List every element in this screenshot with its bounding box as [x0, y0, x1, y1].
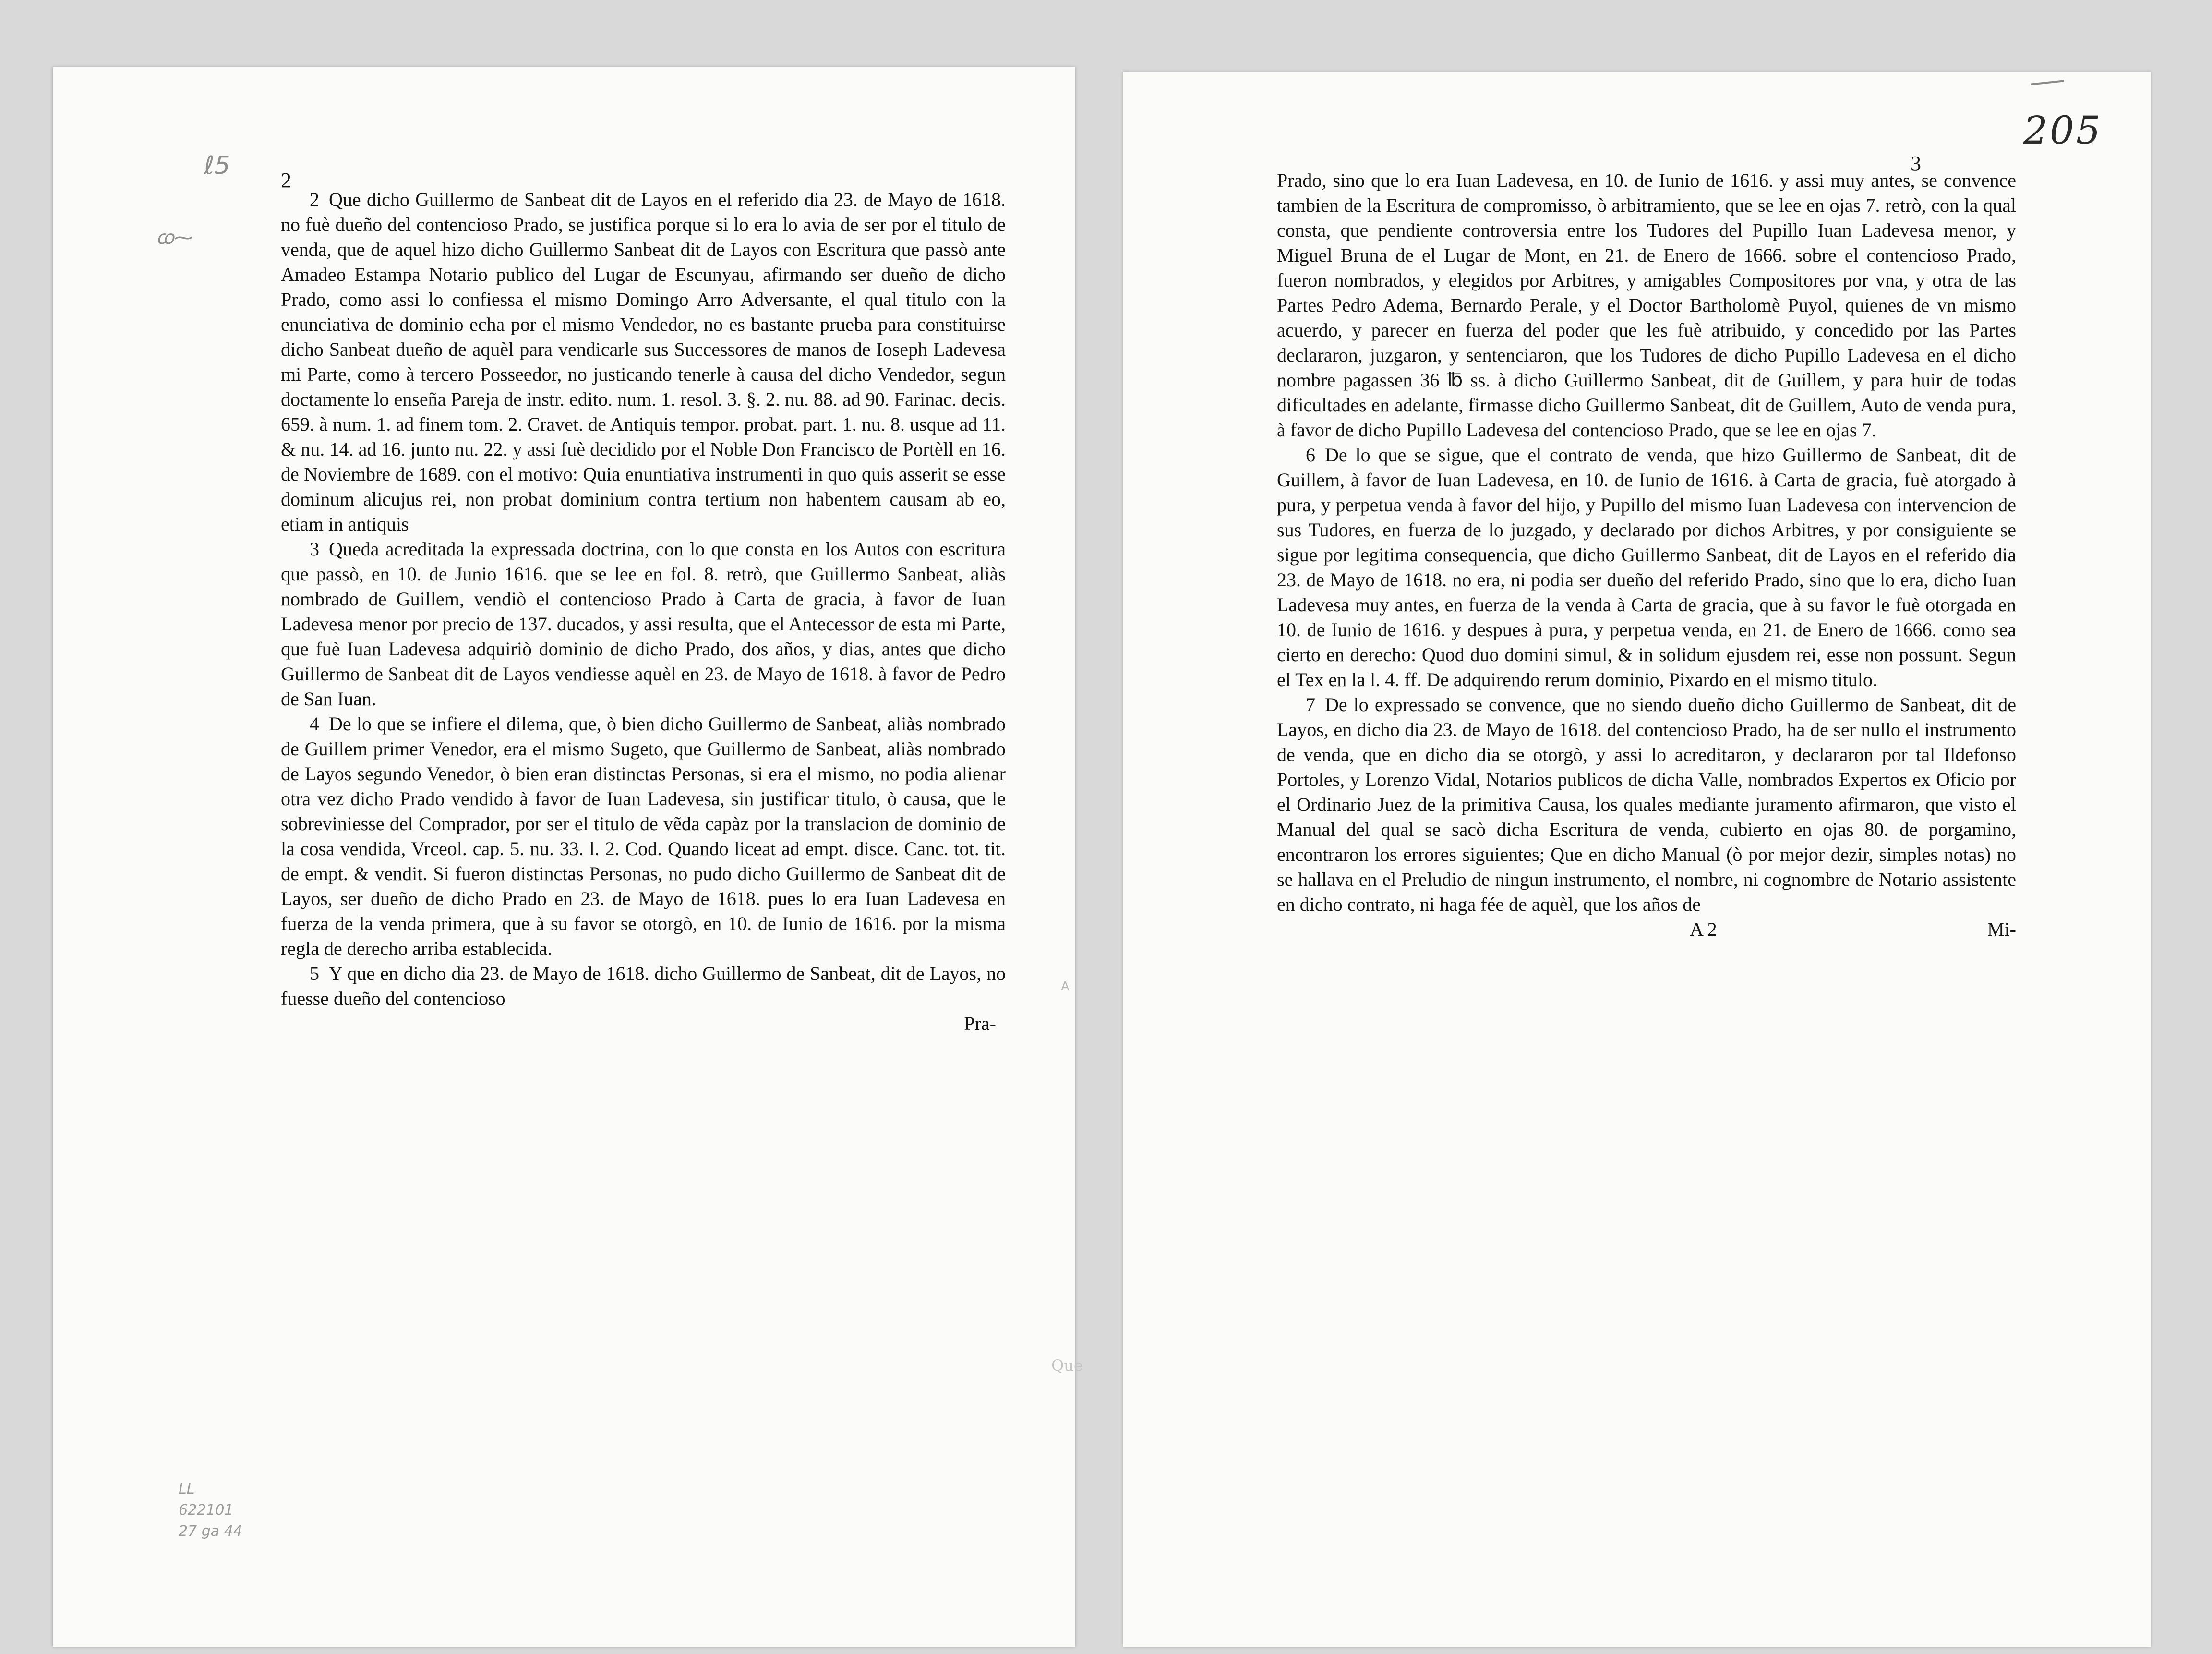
paragraph-2	[281, 187, 1006, 537]
shelfmark-line: LL	[179, 1481, 195, 1497]
corner-scribble: ꭃ⁓	[156, 227, 193, 249]
paragraph-text: De lo que se infiere el dilema, que, ò bien dicho Guillermo de Sanbeat, aliàs nombrado de Guillem primer Venedor, era el mismo Sugeto, que Guillermo de Sanbeat, aliàs nombrado de Layos segundo Venedor, ò bien eran distinctas Personas, si era el mismo, no podia alienar otra vez dicho Prado vendido à favor de Iuan Ladevesa, sin justificar titulo, ò causa, que le sobreviniesse del Comprador, por ser el titulo de vẽda capàz por la translacion de dominio de la cosa vendida, Vrceol. cap. 5. nu. 33. l. 2. Cod. Quando liceat ad empt. disce. Canc. tot. tit. de empt. & vendit. Si fueron distinctas Personas, no pudo dicho Guillermo de Sanbeat dit de Layos, ser dueño de dicho Prado en 23. de Mayo de 1618. pues lo era Iuan Ladevesa en fuerza de la venda primera, que à su favor se otorgò, en 10. de Iunio de 1616. por la misma regla de derecho arriba establecida.	[281, 713, 1006, 959]
left-catchword: Pra-	[964, 1013, 996, 1034]
paragraph-3	[281, 537, 1006, 712]
paragraph-text: Y que en dicho dia 23. de Mayo de 1618. dicho Guillermo de Sanbeat, dit de Layos, no fuesse dueño del contencioso	[281, 963, 1006, 1009]
paragraph-number: 5	[310, 963, 319, 984]
center-mark: A	[1061, 979, 1070, 994]
paragraph-number: 3	[310, 538, 319, 560]
right-text-column	[1277, 168, 2016, 942]
right-page-footer	[1277, 917, 2016, 942]
shelfmark-line: 622101	[179, 1502, 234, 1519]
paragraph-text: De lo que se sigue, que el contrato de venda, que hizo Guillermo de Sanbeat, dit de Guillem, à favor de Iuan Ladevesa, en 10. de Iunio de 1616. à Carta de gracia, fuè atorgado à pura, y perpetua venda à favor del hijo, y Pupillo del mismo Iuan Ladevesa con intervencion de sus Tudores, en fuerza de lo juzgado, y declarado por dichos Arbitres, y por consiguiente se sigue por legitima consequencia, que dicho Guillermo Sanbeat, dit de Layos en el referido dia 23. de Mayo de 1618. no era, ni podia ser dueño del referido Prado, sino que lo era, dicho Iuan Ladevesa muy antes, en fuerza de la venda à Carta de gracia, que à su favor le fuè otorgada en 10. de Iunio de 1616. y despues à pura, y perpetua venda, en 21. de Enero de 1666. como sea cierto en derecho: Quod duo domini simul, & in solidum ejusdem rei, esse non possunt. Segun el Tex en la l. 4. ff. De adquirendo rerum dominio, Pixardo en el mismo titulo.	[1277, 444, 2016, 690]
paragraph-6	[1277, 443, 2016, 692]
paragraph-number: 7	[1306, 694, 1315, 715]
shelfmark-line: 27 ga 44	[179, 1523, 242, 1540]
bleed-through-text: Que	[1051, 1356, 1083, 1375]
paragraph-text: Queda acreditada la expressada doctrina, con lo que consta en los Autos con escritura que passò, en 10. de Junio 1616. que se lee en fol. 8. retrò, que Guillermo Sanbeat, aliàs nombrado de Guillem, vendiò el contencioso Prado à Carta de gracia, à favor de Iuan Ladevesa menor por precio de 137. ducados, y assi resulta, que el Antecessor de esta mi Parte, que fuè Iuan Ladevesa adquiriò dominio de dicho Prado, dos años, y dias, antes que dicho Guillermo de Sanbeat dit de Layos vendiesse aquèl en 23. de Mayo de 1618. à favor de Pedro de San Iuan.	[281, 538, 1006, 710]
folio-number: 205	[2023, 108, 2103, 153]
paragraph-number: 6	[1306, 444, 1315, 466]
paragraph-text: De lo expressado se convence, que no siendo dueño dicho Guillermo de Sanbeat, dit de Layos, en dicho dia 23. de Mayo de 1618. del contencioso Prado, ha de ser nullo el instrumento de venda, que en dicho dia se otorgò, y assi lo acreditaron, y declararon por tal Ildefonso Portoles, y Lorenzo Vidal, Notarios publicos de dicha Valle, nombrados Expertos ex Oficio por el Ordinario Juez de la primitiva Causa, los quales mediante juramento afirmaron, que visto el Manual del qual se sacò dicha Escritura de venda, cubierto en ojas 80. de porgamino, encontraron los errores siguientes; Que en dicho Manual (ò por mejor dezir, simples notas) no se hallava en el Preludio de ningun instrumento, el nombre, ni cognombre de Notario assistente en dicho contrato, ni haga fée de aquèl, que los años de	[1277, 694, 2016, 915]
paragraph-5	[281, 961, 1006, 1011]
paragraph-4	[281, 712, 1006, 961]
signature-mark: A 2	[1690, 918, 1717, 940]
paragraph-text: Que dicho Guillermo de Sanbeat dit de Layos en el referido dia 23. de Mayo de 1618. no fuè dueño del contencioso Prado, se justifica porque si lo era lo avia de ser por el titulo de venda, que de aquel hizo dicho Guillermo Sanbeat dit de Layos con Escritura que passò ante Amadeo Estampa Notario publico del Lugar de Escunyau, afirmando ser dueño de dicho Prado, como assi lo confiessa el mismo Domingo Arro Adversante, el qual titulo con la enunciativa de dominio echa por el mismo Vendedor, no es bastante prueba para constituirse dicho Sanbeat dueño de aquèl para vendicarle sus Successores de manos de Ioseph Ladevesa mi Parte, como à tercero Posseedor, no justicando tenerle à causa del dicho Vendedor, segun doctamente lo enseña Pareja de instr. edito. num. 1. resol. 3. §. 2. nu. 88. ad 90. Farinac. decis. 659. à num. 1. ad finem tom. 2. Cravet. de Antiquis tempor. probat. part. 1. nu. 8. usque ad 11. & nu. 14. ad 16. junto nu. 22. y assi fuè decidido por el Noble Don Francisco de Portèll en 16. de Noviembre de 1689. con el motivo: Quia enuntiativa instrumenti in quo quis asserit se esse dominum alicujus rei, non probat dominium contra tertium non habentem causam ab eo, etiam in antiquis	[281, 189, 1006, 535]
corner-scribble: ℓ5	[204, 151, 230, 180]
left-text-column	[281, 187, 1006, 1036]
paragraph-continuation	[1277, 168, 2016, 443]
right-catchword: Mi-	[1987, 918, 2016, 940]
right-page	[1123, 72, 2151, 1647]
paragraph-number: 4	[310, 713, 319, 735]
paragraph-text: Prado, sino que lo era Iuan Ladevesa, en 10. de Iunio de 1616. y assi muy antes, se convence tambien de la Escritura de compromisso, ò arbitramiento, que se lee en ojas 7. retrò, con la qual consta, que pendiente controversia entre los Tudores del Pupillo Iuan Ladevesa menor, y Miguel Bruna de el Lugar de Mont, en 21. de Enero de 1666. sobre el contencioso Prado, fueron nombrados, y elegidos por Arbitres, y amigables Compositores por vna, y otra de las Partes Pedro Adema, Bernardo Perale, y el Doctor Bartholomè Puyol, quienes de vn mismo acuerdo, y parecer en fuerza del poder que les fuè atribuido, y concedido por las Partes declararon, juzgaron, y sentenciaron, que los Tudores de dicho Pupillo Ladevesa en el dicho nombre pagassen 36 ℔ ss. à dicho Guillermo Sanbeat, dit de Guillem, y para huir de todas dificultades en adelante, firmasse dicho Guillermo Sanbeat, dit de Guillem, Auto de venda pura, à favor de dicho Pupillo Ladevesa del contencioso Prado, que se lee en ojas 7.	[1277, 169, 2016, 441]
left-page	[53, 67, 1083, 1647]
right-page-number: 3	[1911, 152, 1921, 175]
paragraph-7	[1277, 692, 2016, 917]
shelfmark-annotation	[179, 1479, 242, 1542]
left-page-number: 2	[281, 169, 291, 192]
paragraph-number: 2	[310, 189, 319, 210]
